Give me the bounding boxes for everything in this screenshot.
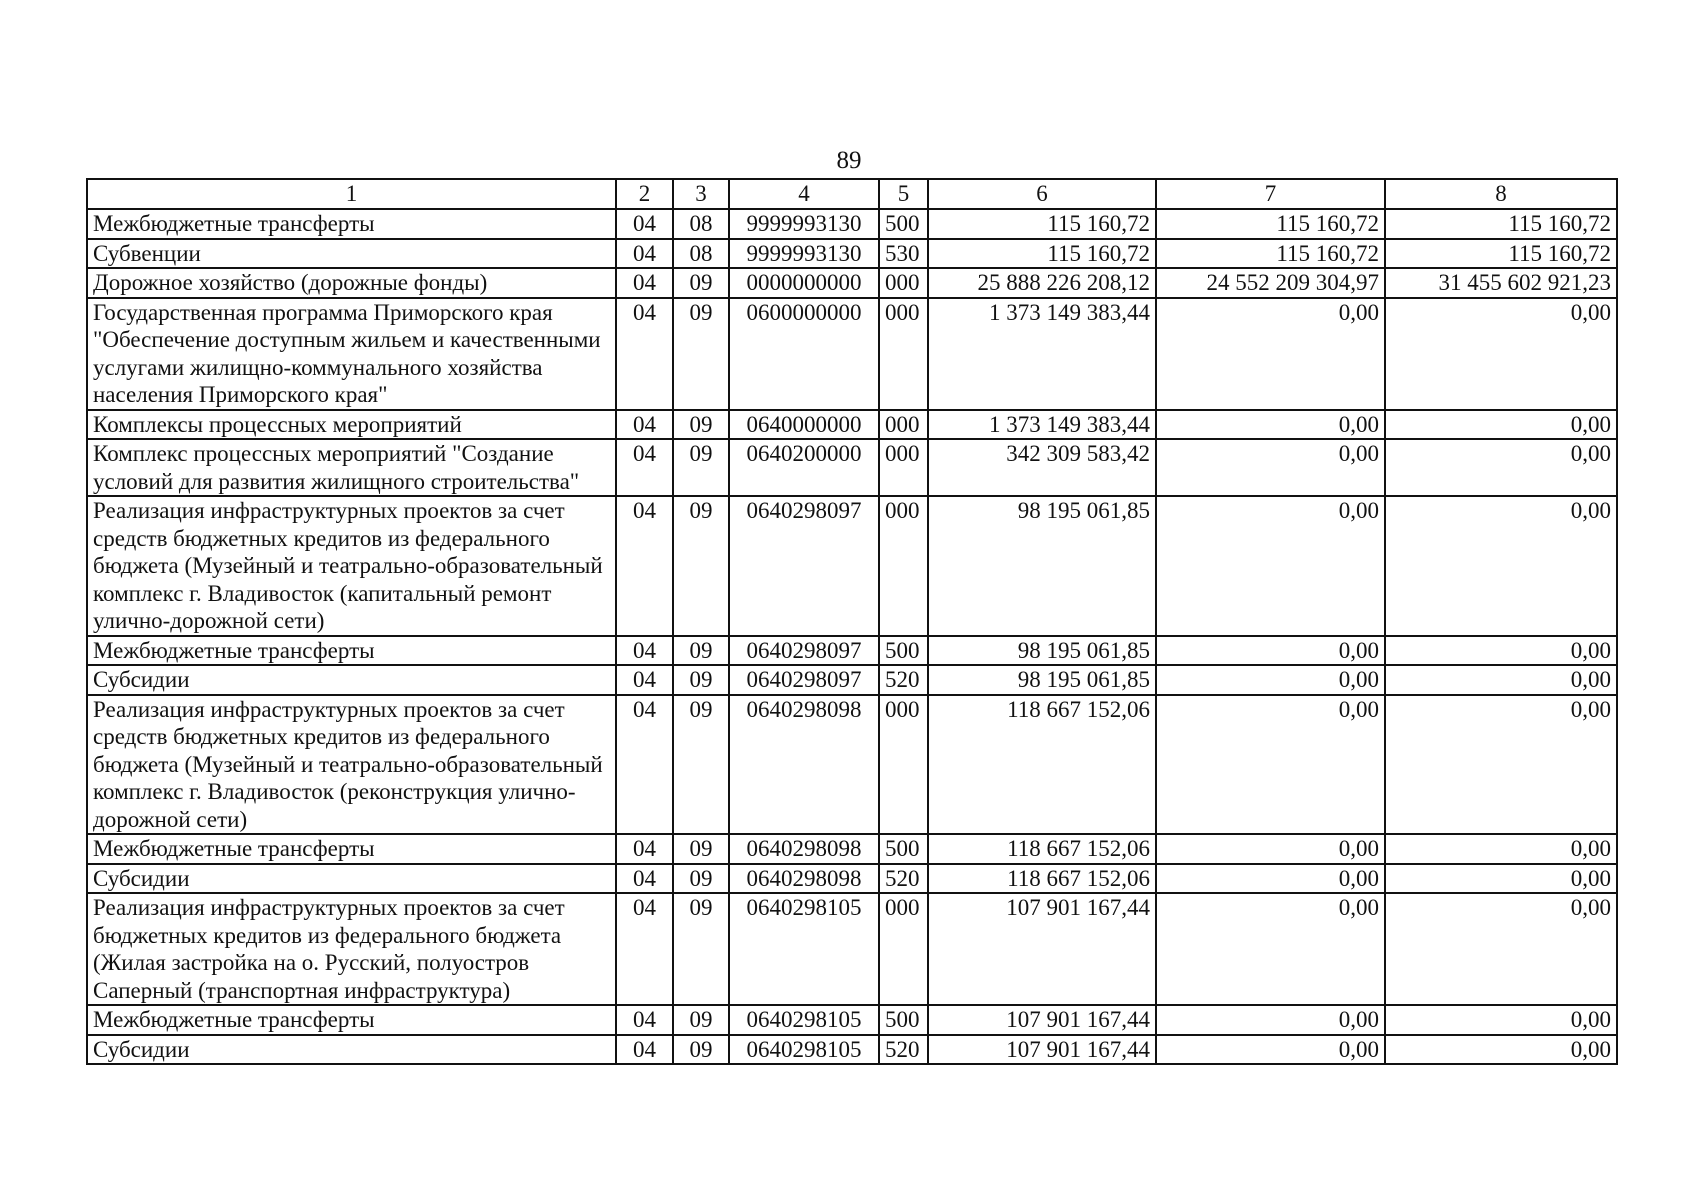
- target-article-cell: 0600000000: [729, 298, 879, 410]
- amount-col-7-cell: 24 552 209 304,97: [1156, 268, 1385, 298]
- table-row: [87, 864, 1617, 894]
- table-row: [87, 665, 1617, 695]
- amount-col-8-cell: 0,00: [1385, 636, 1617, 666]
- amount-col-8-cell: 0,00: [1385, 496, 1617, 636]
- budget-table: [86, 178, 1618, 1065]
- amount-col-6-cell: 1 373 149 383,44: [928, 298, 1156, 410]
- table-row: [87, 636, 1617, 666]
- amount-col-8-cell: 115 160,72: [1385, 239, 1617, 269]
- subsection-code-cell: 09: [673, 298, 729, 410]
- table-row: [87, 410, 1617, 440]
- section-code-cell: 04: [616, 298, 673, 410]
- amount-col-8-cell: 115 160,72: [1385, 209, 1617, 239]
- section-code-cell: 04: [616, 209, 673, 239]
- expense-type-cell: 500: [879, 834, 928, 864]
- header-col-5: 5: [879, 179, 928, 209]
- amount-col-7-cell: 0,00: [1156, 496, 1385, 636]
- target-article-cell: 0000000000: [729, 268, 879, 298]
- amount-col-8-cell: 0,00: [1385, 439, 1617, 496]
- amount-col-6-cell: 107 901 167,44: [928, 1035, 1156, 1065]
- amount-col-6-cell: 342 309 583,42: [928, 439, 1156, 496]
- row-name-cell: Межбюджетные трансферты: [87, 834, 616, 864]
- target-article-cell: 9999993130: [729, 209, 879, 239]
- amount-col-7-cell: 0,00: [1156, 834, 1385, 864]
- table-row: [87, 298, 1617, 410]
- row-name-cell: Государственная программа Приморского края "Обеспечение доступным жильем и качественными услугами жилищно-коммунального хозяйства населения Приморского края": [87, 298, 616, 410]
- subsection-code-cell: 09: [673, 695, 729, 835]
- target-article-cell: 0640000000: [729, 410, 879, 440]
- expense-type-cell: 500: [879, 209, 928, 239]
- amount-col-8-cell: 0,00: [1385, 1035, 1617, 1065]
- row-name-cell: Межбюджетные трансферты: [87, 1005, 616, 1035]
- amount-col-8-cell: 0,00: [1385, 298, 1617, 410]
- amount-col-7-cell: 115 160,72: [1156, 209, 1385, 239]
- amount-col-8-cell: 31 455 602 921,23: [1385, 268, 1617, 298]
- amount-col-8-cell: 0,00: [1385, 1005, 1617, 1035]
- amount-col-6-cell: 118 667 152,06: [928, 695, 1156, 835]
- header-col-8: 8: [1385, 179, 1617, 209]
- table-header: [87, 179, 1617, 209]
- amount-col-7-cell: 0,00: [1156, 1005, 1385, 1035]
- header-row: [87, 179, 1617, 209]
- amount-col-8-cell: 0,00: [1385, 893, 1617, 1005]
- subsection-code-cell: 08: [673, 209, 729, 239]
- row-name-cell: Реализация инфраструктурных проектов за счет средств бюджетных кредитов из федерального бюджета (Музейный и театрально-образовательный комплекс г. Владивосток (реконструкция улично-дорожной сети): [87, 695, 616, 835]
- subsection-code-cell: 09: [673, 439, 729, 496]
- row-name-cell: Межбюджетные трансферты: [87, 209, 616, 239]
- section-code-cell: 04: [616, 695, 673, 835]
- table-row: [87, 1005, 1617, 1035]
- amount-col-6-cell: 115 160,72: [928, 209, 1156, 239]
- subsection-code-cell: 09: [673, 1035, 729, 1065]
- amount-col-7-cell: 0,00: [1156, 298, 1385, 410]
- target-article-cell: 0640298097: [729, 636, 879, 666]
- header-col-4: 4: [729, 179, 879, 209]
- amount-col-6-cell: 118 667 152,06: [928, 864, 1156, 894]
- header-col-2: 2: [616, 179, 673, 209]
- amount-col-7-cell: 0,00: [1156, 410, 1385, 440]
- section-code-cell: 04: [616, 834, 673, 864]
- amount-col-7-cell: 0,00: [1156, 695, 1385, 835]
- row-name-cell: Субсидии: [87, 864, 616, 894]
- amount-col-7-cell: 0,00: [1156, 439, 1385, 496]
- expense-type-cell: 000: [879, 893, 928, 1005]
- section-code-cell: 04: [616, 1005, 673, 1035]
- amount-col-7-cell: 0,00: [1156, 864, 1385, 894]
- expense-type-cell: 520: [879, 1035, 928, 1065]
- amount-col-7-cell: 115 160,72: [1156, 239, 1385, 269]
- header-col-7: 7: [1156, 179, 1385, 209]
- table-row: [87, 834, 1617, 864]
- target-article-cell: 0640298105: [729, 1035, 879, 1065]
- expense-type-cell: 520: [879, 864, 928, 894]
- row-name-cell: Реализация инфраструктурных проектов за счет бюджетных кредитов из федерального бюджета (Жилая застройка на о. Русский, полуостров Саперный (транспортная инфраструктура): [87, 893, 616, 1005]
- amount-col-8-cell: 0,00: [1385, 834, 1617, 864]
- amount-col-6-cell: 98 195 061,85: [928, 496, 1156, 636]
- section-code-cell: 04: [616, 1035, 673, 1065]
- target-article-cell: 0640298098: [729, 695, 879, 835]
- amount-col-7-cell: 0,00: [1156, 636, 1385, 666]
- subsection-code-cell: 09: [673, 410, 729, 440]
- section-code-cell: 04: [616, 268, 673, 298]
- table-row: [87, 695, 1617, 835]
- expense-type-cell: 500: [879, 1005, 928, 1035]
- row-name-cell: Субвенции: [87, 239, 616, 269]
- subsection-code-cell: 09: [673, 665, 729, 695]
- subsection-code-cell: 09: [673, 636, 729, 666]
- header-col-1: 1: [87, 179, 616, 209]
- subsection-code-cell: 09: [673, 834, 729, 864]
- row-name-cell: Дорожное хозяйство (дорожные фонды): [87, 268, 616, 298]
- target-article-cell: 9999993130: [729, 239, 879, 269]
- expense-type-cell: 500: [879, 636, 928, 666]
- expense-type-cell: 530: [879, 239, 928, 269]
- section-code-cell: 04: [616, 439, 673, 496]
- table-body: [87, 209, 1617, 1064]
- amount-col-8-cell: 0,00: [1385, 864, 1617, 894]
- row-name-cell: Субсидии: [87, 1035, 616, 1065]
- subsection-code-cell: 09: [673, 864, 729, 894]
- expense-type-cell: 520: [879, 665, 928, 695]
- row-name-cell: Субсидии: [87, 665, 616, 695]
- table-row: [87, 268, 1617, 298]
- amount-col-6-cell: 98 195 061,85: [928, 665, 1156, 695]
- header-col-6: 6: [928, 179, 1156, 209]
- section-code-cell: 04: [616, 665, 673, 695]
- section-code-cell: 04: [616, 410, 673, 440]
- subsection-code-cell: 09: [673, 1005, 729, 1035]
- page-number: 89: [836, 147, 862, 174]
- target-article-cell: 0640298105: [729, 893, 879, 1005]
- amount-col-6-cell: 118 667 152,06: [928, 834, 1156, 864]
- section-code-cell: 04: [616, 496, 673, 636]
- amount-col-8-cell: 0,00: [1385, 665, 1617, 695]
- table-row: [87, 496, 1617, 636]
- subsection-code-cell: 08: [673, 239, 729, 269]
- subsection-code-cell: 09: [673, 268, 729, 298]
- amount-col-6-cell: 98 195 061,85: [928, 636, 1156, 666]
- amount-col-6-cell: 107 901 167,44: [928, 893, 1156, 1005]
- table-row: [87, 439, 1617, 496]
- target-article-cell: 0640298098: [729, 864, 879, 894]
- amount-col-6-cell: 25 888 226 208,12: [928, 268, 1156, 298]
- amount-col-7-cell: 0,00: [1156, 1035, 1385, 1065]
- table-row: [87, 893, 1617, 1005]
- expense-type-cell: 000: [879, 695, 928, 835]
- target-article-cell: 0640298098: [729, 834, 879, 864]
- row-name-cell: Межбюджетные трансферты: [87, 636, 616, 666]
- table-row: [87, 1035, 1617, 1065]
- target-article-cell: 0640298097: [729, 665, 879, 695]
- table-row: [87, 209, 1617, 239]
- expense-type-cell: 000: [879, 410, 928, 440]
- target-article-cell: 0640298097: [729, 496, 879, 636]
- section-code-cell: 04: [616, 893, 673, 1005]
- target-article-cell: 0640298105: [729, 1005, 879, 1035]
- amount-col-6-cell: 1 373 149 383,44: [928, 410, 1156, 440]
- subsection-code-cell: 09: [673, 496, 729, 636]
- row-name-cell: Комплекс процессных мероприятий "Создание условий для развития жилищного строительства": [87, 439, 616, 496]
- expense-type-cell: 000: [879, 268, 928, 298]
- amount-col-6-cell: 107 901 167,44: [928, 1005, 1156, 1035]
- amount-col-8-cell: 0,00: [1385, 695, 1617, 835]
- subsection-code-cell: 09: [673, 893, 729, 1005]
- section-code-cell: 04: [616, 864, 673, 894]
- expense-type-cell: 000: [879, 298, 928, 410]
- header-col-3: 3: [673, 179, 729, 209]
- row-name-cell: Комплексы процессных мероприятий: [87, 410, 616, 440]
- amount-col-8-cell: 0,00: [1385, 410, 1617, 440]
- section-code-cell: 04: [616, 239, 673, 269]
- target-article-cell: 0640200000: [729, 439, 879, 496]
- table-row: [87, 239, 1617, 269]
- amount-col-7-cell: 0,00: [1156, 665, 1385, 695]
- expense-type-cell: 000: [879, 496, 928, 636]
- row-name-cell: Реализация инфраструктурных проектов за счет средств бюджетных кредитов из федерального бюджета (Музейный и театрально-образовательный комплекс г. Владивосток (капитальный ремонт улично-дорожной сети): [87, 496, 616, 636]
- amount-col-6-cell: 115 160,72: [928, 239, 1156, 269]
- section-code-cell: 04: [616, 636, 673, 666]
- amount-col-7-cell: 0,00: [1156, 893, 1385, 1005]
- expense-type-cell: 000: [879, 439, 928, 496]
